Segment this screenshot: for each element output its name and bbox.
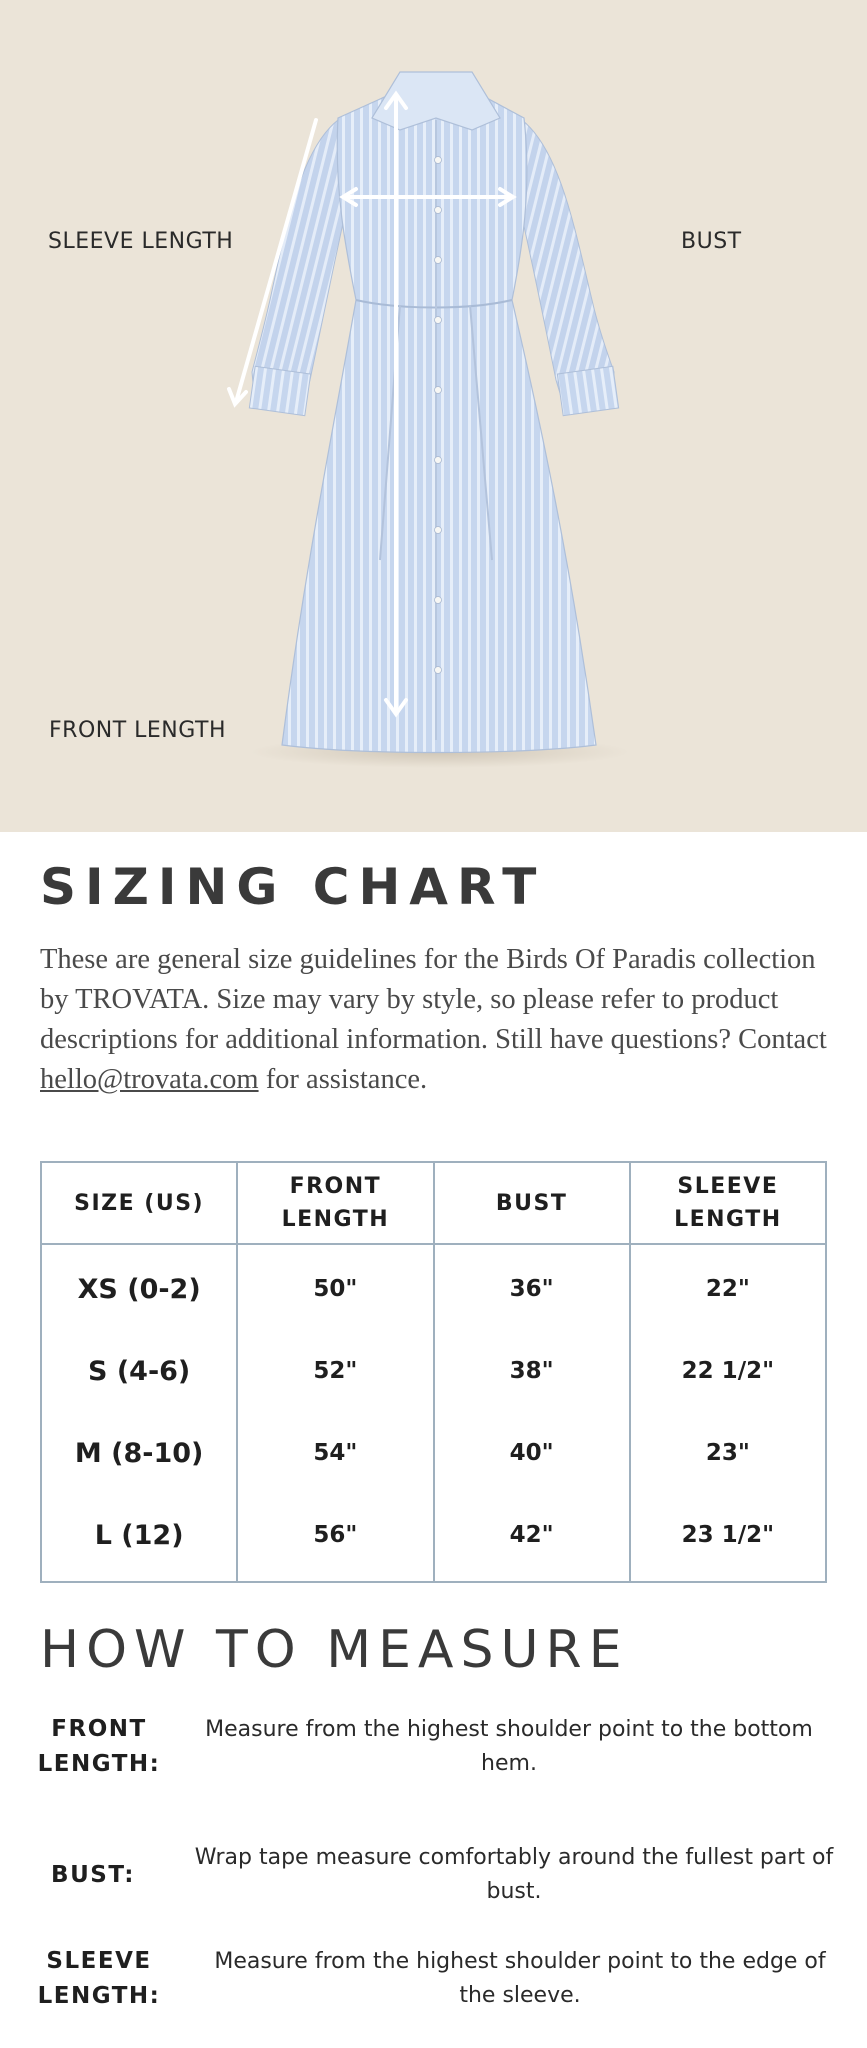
measure-description: Measure from the highest shoulder point to the edge of the sleeve. [214,1949,826,2008]
front-length-label: FRONT LENGTH [49,718,227,743]
header-bust: BUST [434,1162,630,1244]
dress-illustration [0,0,867,832]
bust-cell: 36" [434,1244,630,1330]
measure-description: Measure from the highest shoulder point to the bottom hem. [205,1717,813,1776]
size-cell: XS (0-2) [41,1244,237,1330]
size-cell: S (4-6) [41,1330,237,1412]
measure-term: BUST: [51,1861,135,1888]
size-table [40,1161,827,1583]
table-row [41,1244,826,1330]
table-row [41,1330,826,1412]
front-length-cell: 52" [237,1330,433,1412]
bust-cell: 40" [434,1412,630,1494]
size-cell: L (12) [41,1494,237,1582]
header-sleeve-length: SLEEVE LENGTH [630,1162,826,1244]
table-row [41,1494,826,1582]
front-length-cell: 50" [237,1244,433,1330]
sleeve-length-label: SLEEVE LENGTH [48,229,234,254]
table-row [41,1412,826,1494]
how-to-measure-title: HOW TO MEASURE [40,1620,629,1680]
front-length-cell: 56" [237,1494,433,1582]
intro-text: These are general size guidelines for the Birds Of Paradis collection by TROVATA. Size may vary by style, so please refer to product descriptions for additional information. Still have questions? Contact [40,944,827,1055]
bust-cell: 42" [434,1494,630,1582]
header-size: SIZE (US) [41,1162,237,1244]
right-cuff [557,366,618,415]
bust-cell: 38" [434,1330,630,1412]
sleeve-length-cell: 23" [630,1412,826,1494]
table-header-row [41,1162,826,1244]
sleeve-length-cell: 22 1/2" [630,1330,826,1412]
sleeve-length-cell: 22" [630,1244,826,1330]
measure-item-sleeve-length [28,1944,840,2014]
contact-email-link[interactable]: hello@trovata.com [40,1064,259,1095]
intro-text-end: for assistance. [258,1064,428,1095]
measure-item-bust [28,1840,840,1910]
left-cuff [249,366,310,415]
measure-term: SLEEVE LENGTH: [37,1948,161,2009]
sizing-chart-title: SIZING CHART [40,858,546,916]
intro-paragraph [40,940,840,1100]
front-length-cell: 54" [237,1412,433,1494]
hero-image [0,0,867,832]
measure-description: Wrap tape measure comfortably around the fullest part of bust. [194,1845,834,1904]
size-cell: M (8-10) [41,1412,237,1494]
sleeve-length-cell: 23 1/2" [630,1494,826,1582]
bust-label: BUST [681,229,742,254]
measure-item-front-length [28,1712,840,1782]
measure-term: FRONT LENGTH: [37,1716,161,1777]
header-front-length: FRONT LENGTH [237,1162,433,1244]
